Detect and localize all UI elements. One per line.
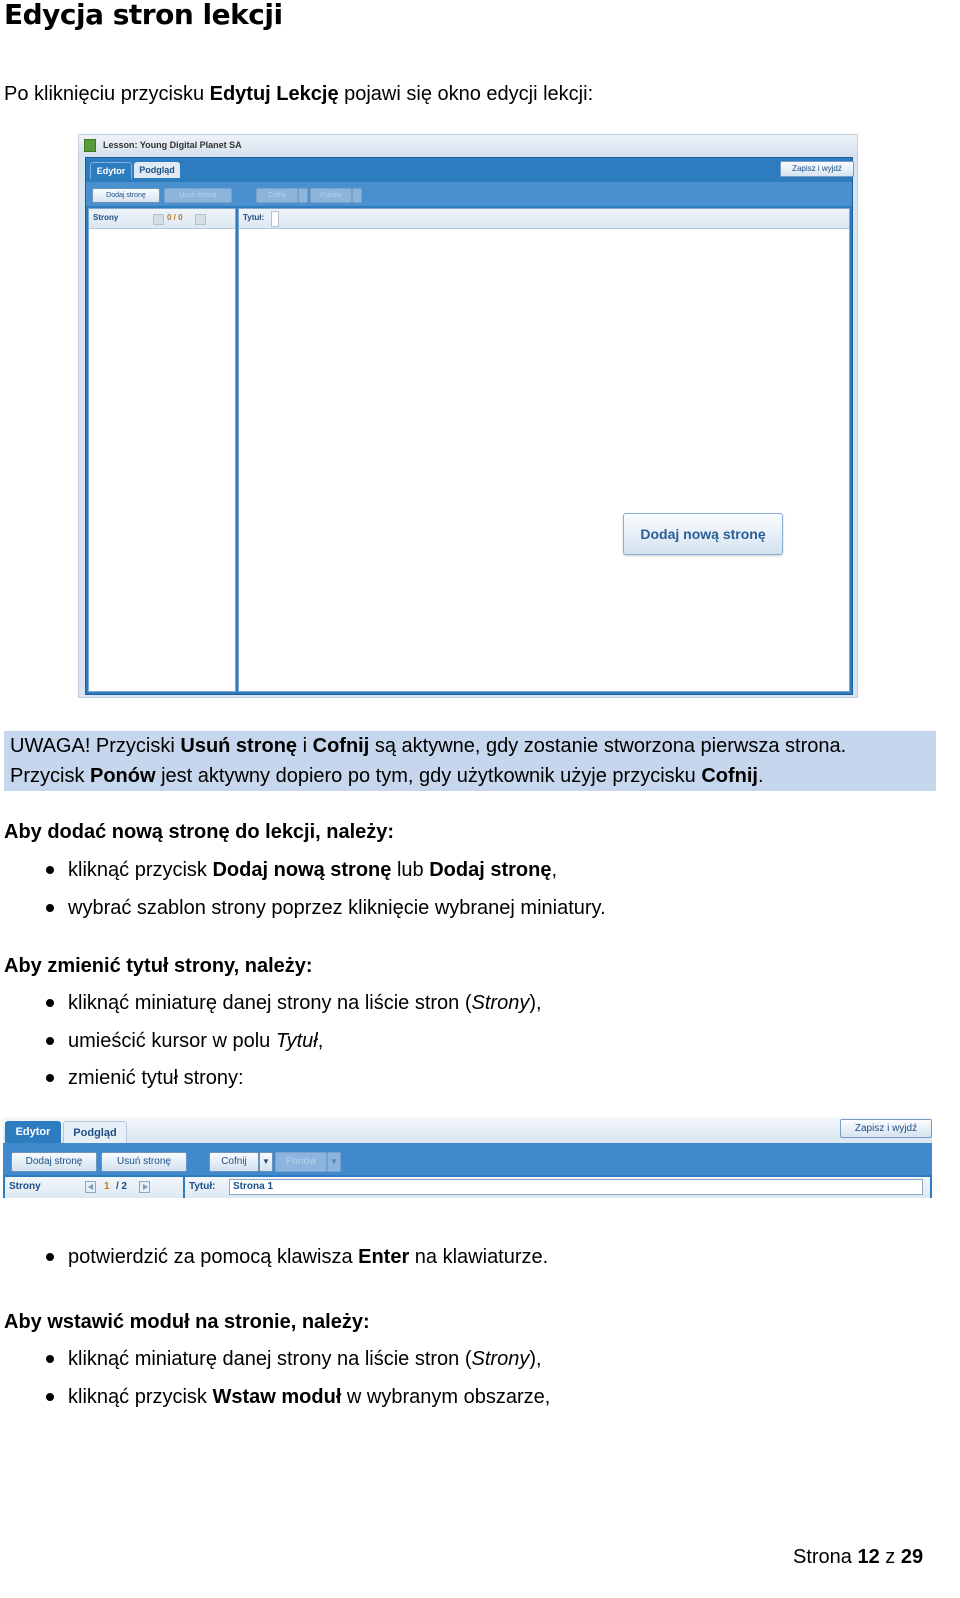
pages-label: Strony xyxy=(93,213,119,222)
tab-preview[interactable]: Podgląd xyxy=(63,1121,127,1144)
lesson-editor-screenshot xyxy=(78,134,858,698)
list-item: zmienić tytuł strony: xyxy=(44,1066,542,1104)
window-titlebar xyxy=(79,135,857,157)
list-item: kliknąć przycisk Wstaw moduł w wybranym obszarze, xyxy=(44,1385,550,1423)
undo-button[interactable]: Cofnij xyxy=(256,188,298,203)
redo-dropdown-arrow[interactable] xyxy=(352,188,362,203)
list-item: kliknąć przycisk Dodaj nową stronę lub Dodaj stronę, xyxy=(44,858,606,896)
app-icon xyxy=(84,139,96,152)
add-page-steps xyxy=(44,858,606,933)
change-title-steps-continued xyxy=(44,1245,548,1283)
page-canvas xyxy=(238,208,850,692)
tab-editor[interactable]: Edytor xyxy=(90,162,132,179)
prev-page-icon[interactable] xyxy=(85,1181,96,1193)
warning-line-2: Przycisk Ponów jest aktywny dopiero po tym, gdy użytkownik użyje przycisku Cofnij. xyxy=(10,765,764,787)
tab-editor[interactable]: Edytor xyxy=(5,1121,61,1143)
insert-module-steps xyxy=(44,1347,550,1422)
next-page-icon[interactable] xyxy=(139,1181,150,1193)
tabs-bar xyxy=(3,1117,932,1143)
undo-button[interactable]: Cofnij xyxy=(209,1152,259,1172)
list-item: potwierdzić za pomocą klawisza Enter na klawiaturze. xyxy=(44,1245,548,1283)
undo-dropdown-arrow[interactable] xyxy=(298,188,308,203)
page-total: / 2 xyxy=(116,1181,128,1192)
title-header xyxy=(239,209,849,229)
warning-box xyxy=(4,731,936,791)
section-heading-add-page: Aby dodać nową stronę do lekcji, należy: xyxy=(4,821,395,843)
pages-header xyxy=(89,209,235,229)
window-title: Lesson: Young Digital Planet SA xyxy=(103,140,242,150)
pages-label: Strony xyxy=(9,1181,41,1192)
section-heading-insert-module: Aby wstawić moduł na stronie, należy: xyxy=(4,1311,370,1333)
add-page-button[interactable]: Dodaj stronę xyxy=(92,188,160,203)
page-title: Edycja stron lekcji xyxy=(4,0,283,31)
save-exit-button[interactable]: Zapisz i wyjdź xyxy=(840,1119,932,1138)
title-label: Tytuł: xyxy=(243,213,265,222)
pages-title-row xyxy=(3,1177,932,1198)
change-title-steps xyxy=(44,991,542,1104)
next-page-icon[interactable] xyxy=(195,214,206,225)
pages-header xyxy=(5,1177,183,1198)
page-current: 1 xyxy=(104,1181,110,1192)
page-counter: 0 / 0 xyxy=(167,213,183,222)
title-input[interactable]: Strona 1 xyxy=(229,1179,923,1195)
add-new-page-button[interactable]: Dodaj nową stronę xyxy=(623,513,783,555)
page-number-footer: Strona 12 z 29 xyxy=(793,1546,924,1568)
warning-line-1: UWAGA! Przyciski Usuń stronę i Cofnij są aktywne, gdy zostanie stworzona pierwsza strona. xyxy=(10,735,847,757)
list-item: wybrać szablon strony poprzez kliknięcie wybranej miniatury. xyxy=(44,896,606,934)
section-heading-change-title: Aby zmienić tytuł strony, należy: xyxy=(4,955,313,977)
redo-dropdown-arrow[interactable]: ▼ xyxy=(327,1152,341,1172)
list-item: kliknąć miniaturę danej strony na liście stron (Strony), xyxy=(44,991,542,1029)
list-item: umieścić kursor w polu Tytuł, xyxy=(44,1029,542,1067)
title-input[interactable] xyxy=(271,211,279,227)
delete-page-button[interactable]: Usuń stronę xyxy=(101,1152,187,1172)
undo-dropdown-arrow[interactable]: ▼ xyxy=(259,1152,273,1172)
tab-preview[interactable]: Podgląd xyxy=(134,162,180,178)
title-label: Tytuł: xyxy=(189,1181,216,1192)
delete-page-button[interactable]: Usuń stronę xyxy=(164,188,232,203)
prev-page-icon[interactable] xyxy=(153,214,164,225)
editor-toolbar-screenshot xyxy=(3,1117,932,1198)
title-header xyxy=(185,1177,930,1198)
editor-frame xyxy=(85,157,853,695)
redo-button[interactable]: Ponów xyxy=(310,188,352,203)
intro-text: Po kliknięciu przycisku Edytuj Lekcję pojawi się okno edycji lekcji: xyxy=(4,83,594,105)
redo-button[interactable]: Ponów xyxy=(275,1152,327,1172)
add-page-button[interactable]: Dodaj stronę xyxy=(11,1152,97,1172)
pages-panel xyxy=(88,208,236,692)
save-exit-button[interactable]: Zapisz i wyjdź xyxy=(780,161,854,177)
list-item: kliknąć miniaturę danej strony na liście stron (Strony), xyxy=(44,1347,550,1385)
